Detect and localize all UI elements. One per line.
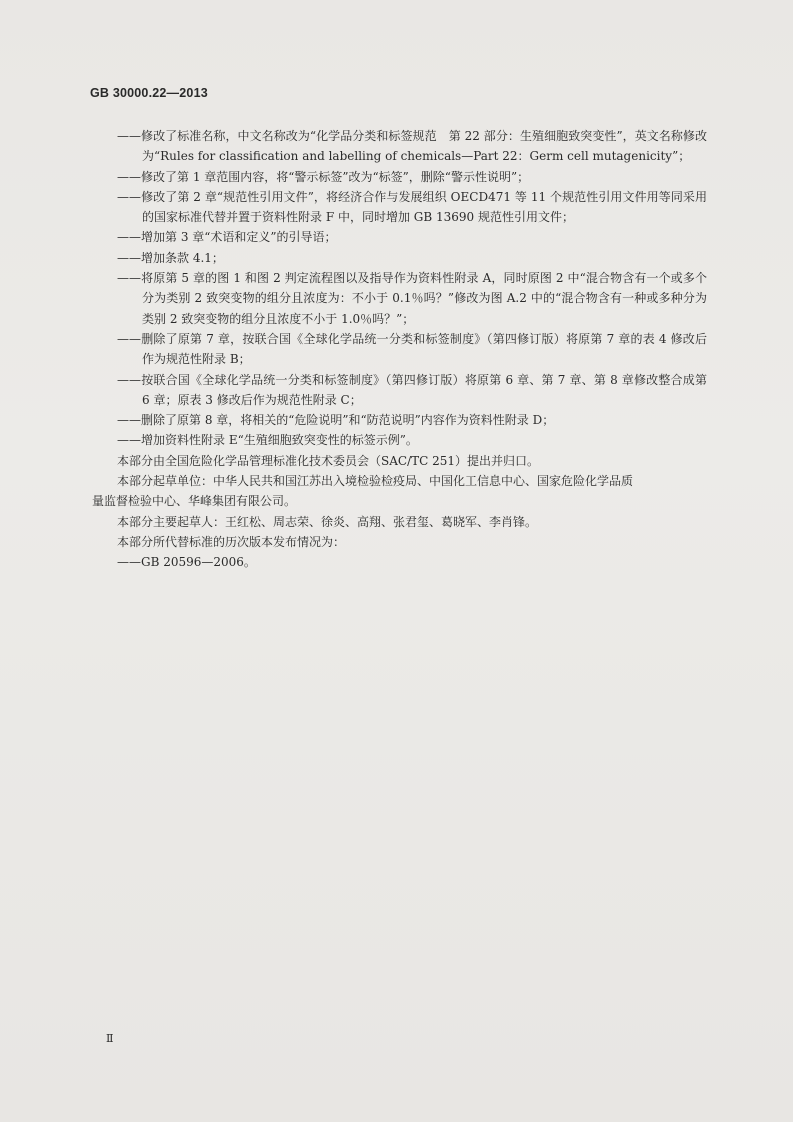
change-item: ——删除了原第 7 章，按联合国《全球化学品统一分类和标签制度》（第四修订版）将原第 7 章的表 4 修改后作为规范性附录 B； xyxy=(117,331,707,367)
document-code-header: GB 30000.22—2013 xyxy=(90,86,208,100)
drafting-units-line2: 量监督检验中心、华峰集团有限公司。 xyxy=(92,494,297,509)
change-item: ——增加第 3 章“术语和定义”的引导语； xyxy=(117,230,337,245)
proposer-paragraph: 本部分由全国危险化学品管理标准化技术委员会（SAC/TC 251）提出并归口。 xyxy=(117,453,540,468)
history-intro: 本部分所代替标准的历次版本发布情况为： xyxy=(117,534,346,549)
foreword-content xyxy=(92,126,707,573)
history-item: ——GB 20596—2006。 xyxy=(117,555,256,570)
change-item: ——删除了原第 8 章，将相关的“危险说明”和“防范说明”内容作为资料性附录 D； xyxy=(117,413,555,428)
page-number: Ⅱ xyxy=(106,1032,114,1045)
change-item: ——修改了第 2 章“规范性引用文件”，将经济合作与发展组织 OECD471 等 11 个规范性引用文件用等同采用的国家标准代替并置于资料性附录 F 中，同时增加 GB 13690 规范性引用文件； xyxy=(117,189,707,225)
change-item: ——按联合国《全球化学品统一分类和标签制度》（第四修订版）将原第 6 章、第 7 章、第 8 章修改整合成第 6 章；原表 3 修改后作为规范性附录 C； xyxy=(117,372,707,407)
change-item: ——修改了第 1 章范围内容，将“警示标签”改为“标签”，删除“警示性说明”； xyxy=(117,169,530,184)
change-item: ——增加条款 4.1； xyxy=(117,250,224,265)
change-item: ——增加资料性附录 E“生殖细胞致突变性的标签示例”。 xyxy=(117,433,418,448)
change-item: ——修改了标准名称，中文名称改为“化学品分类和标签规范 第 22 部分：生殖细胞致突变性”，英文名称修改为“Rules for classification and labelling of chemicals—Part 22：Germ cell mutagenicity”； xyxy=(117,129,707,164)
drafters-paragraph: 本部分主要起草人：王红松、周志荣、徐炎、高翔、张君玺、葛晓军、李肖锋。 xyxy=(117,514,538,529)
drafting-units-line1: 本部分起草单位：中华人民共和国江苏出入境检验检疫局、中国化工信息中心、国家危险化学品质 xyxy=(117,474,634,489)
change-item: ——将原第 5 章的图 1 和图 2 判定流程图以及指导作为资料性附录 A，同时原图 2 中“混合物含有一个或多个分为类别 2 致突变物的组分且浓度为：不小于 0.1％吗？”修改为图 A.2 中的“混合物含有一种或多种分为类别 2 致突变物的组分且浓度不小于 1.0％吗？”； xyxy=(117,271,707,326)
